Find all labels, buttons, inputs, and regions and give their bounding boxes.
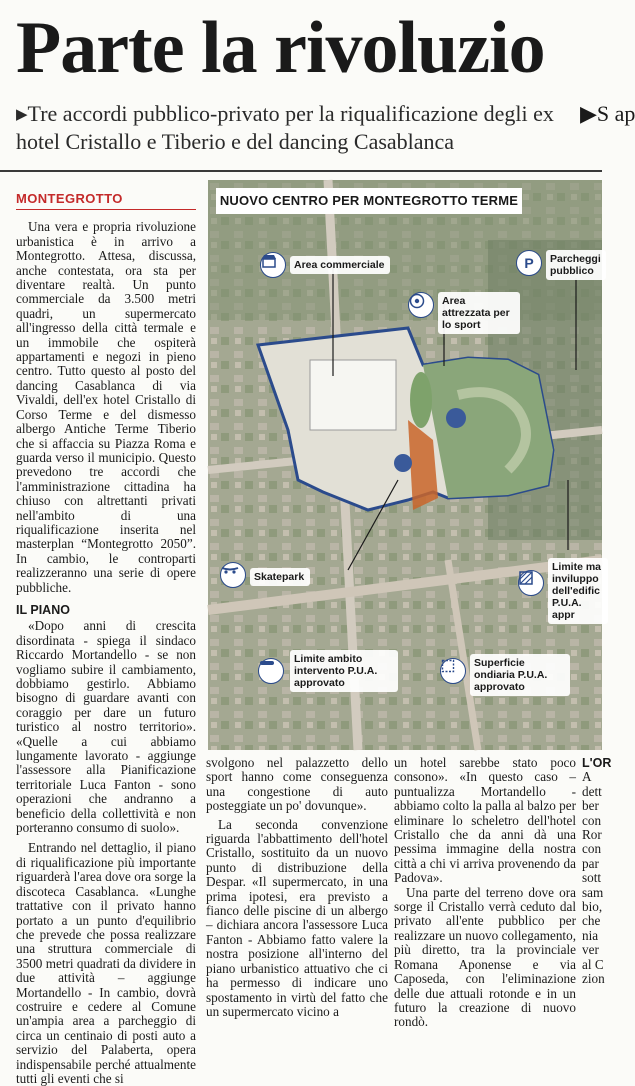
article-column-1	[16, 192, 196, 1086]
line: ber	[582, 798, 599, 814]
line: con	[582, 812, 602, 828]
paragraph: un hotel sarebbe stato poco consono». «In questo caso – puntualizza Mortandello - abbiamo colto la palla al balzo per eliminare lo scheletro dell'hotel Cristallo che da anni dà una pessima immagine della nostra città a chi vi arriva provenendo da Padova».	[394, 755, 576, 886]
line: che	[582, 913, 601, 929]
line: zion	[582, 971, 605, 987]
paragraph: «Dopo anni di crescita disordinata - spiega il sindaco Riccardo Mortandello - se non vogliamo subire il cambiamento, dobbiamo gestirlo. Abbiamo bisogno di guardare avanti con coraggio per dare un futuro turistico al nostro territorio». «Quelle a cui abbiamo lungamente lavorato - aggiunge l'assessore alla Pianificazione territoriale Luca Fanton - sono operazioni che andranno a beneficio della collettività e non porteranno consumo di suolo».	[16, 618, 196, 836]
line: ver	[582, 942, 599, 958]
parking-icon: P	[516, 250, 542, 276]
shop-icon	[260, 252, 286, 278]
line: bio,	[582, 899, 603, 915]
paragraph: svolgono nel palazzetto dello sport hanno come conseguenza una congestione di auto posteggiate un po' dovunque».	[206, 755, 388, 814]
dashed-square-icon	[440, 658, 466, 684]
label-limite-massimo: Limite ma inviluppo dell'edific P.U.A. appr	[548, 558, 608, 624]
line: sott	[582, 870, 602, 886]
paragraph: Una parte del terreno dove ora sorge il Cristallo verrà ceduto dal privato all'ente pubblico per realizzare un nuovo collegamento, più diretto, tra la provinciale Romana Aponense e via Caposeda, con l'eliminazione delle due attuali rotonde e in un futuro la creazione di nuovo rondò.	[394, 884, 576, 1030]
line: dett	[582, 783, 602, 799]
ball-icon	[408, 292, 434, 318]
label-limite-ambito: Limite ambito intervento P.U.A. approvato	[290, 650, 398, 692]
article-column-3	[394, 756, 576, 1030]
article-column-4-fragment	[582, 756, 612, 987]
line: Ror	[582, 827, 602, 843]
label-area-commerciale: Area commerciale	[290, 256, 390, 274]
boundary-line-icon	[258, 658, 284, 684]
subhead-text: Tre accordi pubblico-privato per la riqualificazione degli ex hotel Cristallo e Tiberio e del dancing Casablanca	[16, 101, 554, 154]
section-heading: L'OR	[582, 756, 612, 770]
skateboard-icon	[220, 562, 246, 588]
line: A	[582, 769, 592, 785]
subhead-next-fragment: ▶S ap	[580, 101, 635, 126]
kicker-location: MONTEGROTTO	[16, 192, 196, 210]
infographic-map	[208, 180, 602, 750]
paragraph: Entrando nel dettaglio, il piano di riqualificazione più importante riguarderà l'area dove ora sorge la discoteca Casablanca. «Lunghe trattative con il privato hanno portato a un punto d'equilibrio che prevede che possa realizzare una struttura commerciale di 3500 metri quadrati da dividere in due attività – aggiunge Mortandello - In cambio, dovrà costruire e cedere al Comune un'ampia area a parcheggio di circa un centinaio di posti auto a servizio del Palaberta, opera indispensabile perché attualmente tutti gli eventi che si	[16, 840, 196, 1086]
section-heading: IL PIANO	[16, 602, 70, 617]
headline: Parte la rivoluzio	[16, 7, 545, 89]
hatched-area-icon	[518, 570, 544, 596]
label-superficie: Superficie ondiaria P.U.A. approvato	[470, 654, 570, 696]
label-skatepark: Skatepark	[250, 568, 310, 586]
top-rule	[0, 170, 602, 172]
line: al C	[582, 956, 604, 972]
triangle-marker-icon: ▶	[16, 105, 28, 123]
label-area-sport: Area attrezzata per lo sport	[438, 292, 520, 334]
label-parcheggio: Parcheggi pubblico	[546, 250, 606, 280]
subhead	[16, 100, 576, 156]
line: sam	[582, 884, 604, 900]
article-column-2	[206, 756, 388, 1019]
line: par	[582, 855, 599, 871]
line: nia	[582, 927, 599, 943]
paragraph: La seconda convenzione riguarda l'abbattimento dell'hotel Cristallo, sostituito da un nuovo punto di distribuzione della Despar. «Il supermercato, in una prima ipotesi, era previsto a fianco delle piscine di un albergo – dichiara ancora l'assessore Luca Fanton - Abbiamo fatto valere la nostra posizione all'interno del piano urbanistico attuativo che ci ha permesso di indicare uno spostamento in virtù del fatto che un supermercato vicino a	[206, 816, 388, 1019]
paragraph: Una vera e propria rivoluzione urbanistica è in arrivo a Montegrotto. Attesa, discussa, anche contestata, ora sta per diventare realtà. Un punto commerciale da 3.500 metri quadri, un supermercato all'ingresso della città termale e un immobile che ospiterà appartamenti e negozi in pieno centro. Tutto questo al posto del dancing Casablanca di via Vivaldi, dell'ex hotel Cristallo di Corso Terme e del dismesso albergo Antiche Terme Tiberio che si affaccia su Piazza Roma e guarda verso il municipio. Questo prevedono tre accordi che l'amministrazione cittadina ha chiuso con altrettanti privati nell'ambito di una riqualificazione inserita nel masterplan “Montegrotto 2050”. In cambio, le controparti realizzeranno una serie di opere pubbliche.	[16, 219, 196, 595]
line: con	[582, 841, 602, 857]
infographic-title: NUOVO CENTRO PER MONTEGROTTO TERME	[216, 188, 522, 214]
